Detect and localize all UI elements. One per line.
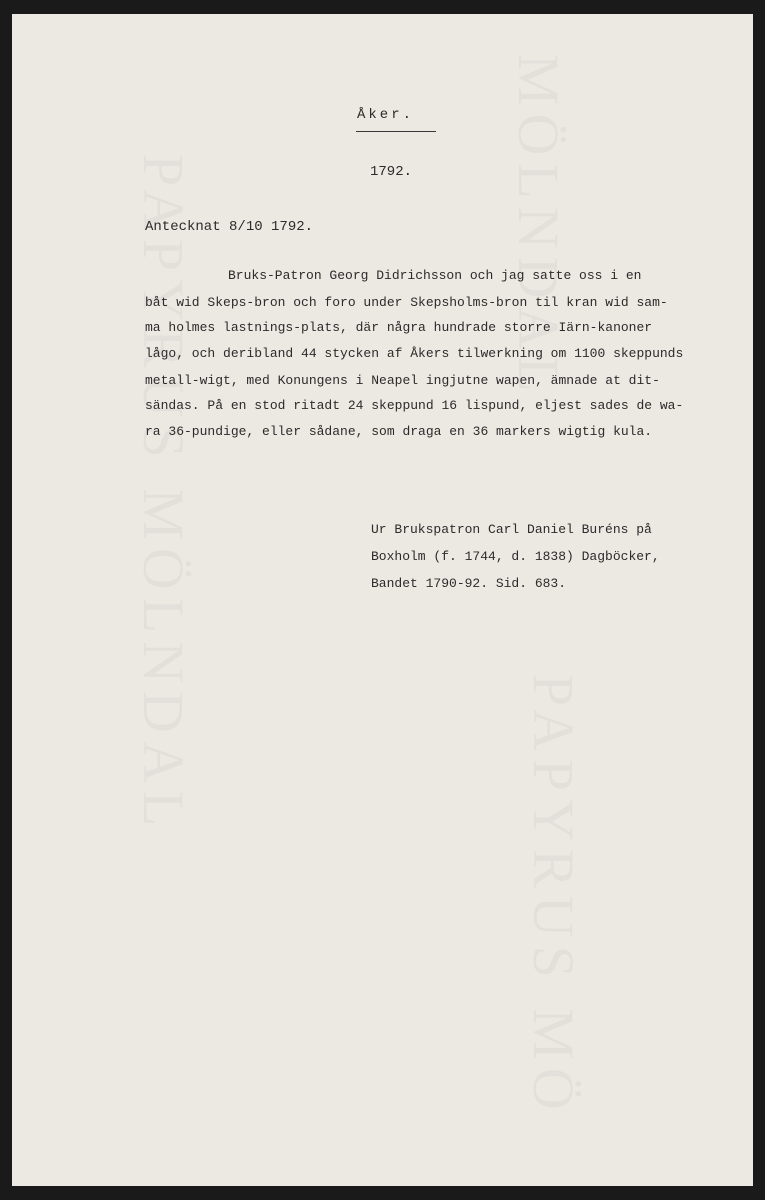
body-text-line: lågo, och deribland 44 stycken af Åkers tilwerkning om 1100 skeppunds <box>145 346 684 361</box>
title-underline <box>356 131 436 132</box>
source-citation-line: Ur Brukspatron Carl Daniel Buréns på <box>371 522 652 537</box>
body-text-line: metall-wigt, med Konungens i Neapel ingjutne wapen, ämnade at dit- <box>145 373 660 388</box>
source-citation-line: Boxholm (f. 1744, d. 1838) Dagböcker, <box>371 549 660 564</box>
document-page <box>12 14 753 1186</box>
body-text-line: båt wid Skeps-bron och foro under Skepsholms-bron til kran wid sam- <box>145 295 668 310</box>
body-text-line: ma holmes lastnings-plats, där några hundrade storre Iärn-kanoner <box>145 320 653 335</box>
page-title: Åker. <box>357 107 415 123</box>
body-text-line: Bruks-Patron Georg Didrichsson och jag satte oss i en <box>228 268 642 283</box>
body-text-line: sändas. På en stod ritadt 24 skeppund 16 lispund, eljest sades de wa- <box>145 398 684 413</box>
watermark <box>130 154 197 834</box>
year-heading: 1792. <box>370 164 413 180</box>
annotation-date: Antecknat 8/10 1792. <box>145 219 314 235</box>
source-citation-line: Bandet 1790-92. Sid. 683. <box>371 576 567 591</box>
body-text-line: ra 36-pundige, eller sådane, som draga en 36 markers wigtig kula. <box>145 424 653 439</box>
watermark <box>520 674 587 1118</box>
